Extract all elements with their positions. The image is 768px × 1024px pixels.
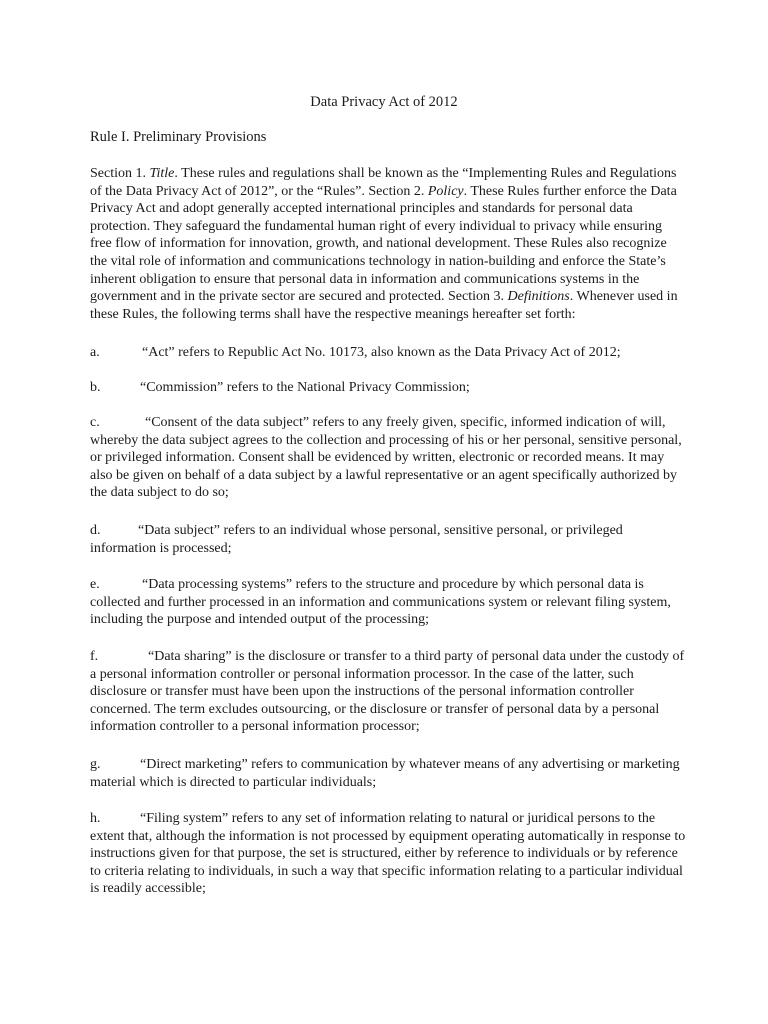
definition-text: “Filing system” refers to any set of information relating to natural or juridical persons to the extent that, although the information is not processed by equipment operating automatically in response to instructions given for that purpose, the set is structured, either by reference to individuals or by reference to criteria relating to individuals, in such a way that specific information relating to a particular individual is readily accessible; <box>90 811 686 897</box>
definition-item <box>90 576 686 629</box>
section-1-label: Section 1. <box>90 166 150 181</box>
definition-letter: h. <box>90 811 101 826</box>
definition-item <box>90 414 686 502</box>
definition-text: “Data subject” refers to an individual whose personal, sensitive personal, or privileged information is processed; <box>90 523 623 556</box>
definition-letter: b. <box>90 380 101 395</box>
section-1-text: . These rules and regulations shall be known as the “Implementing Rules and Regulations of the Data Privacy Act of 2012”, or the “Rules”. Section 2. <box>90 166 677 199</box>
definition-item <box>90 648 686 736</box>
definition-item <box>90 810 686 898</box>
section-1-title: Title <box>149 166 175 181</box>
definition-letter: c. <box>90 415 100 430</box>
definition-item <box>90 379 686 397</box>
document-title: Data Privacy Act of 2012 <box>310 94 458 110</box>
section-3-text: . Whenever used in these Rules, the following terms shall have the respective meanings hereafter set forth: <box>90 289 678 322</box>
definition-letter: a. <box>90 345 100 360</box>
section-2-text: . These Rules further enforce the Data Privacy Act and adopt generally accepted international principles and standards for personal data protection. They safeguard the fundamental human right of every individual to privacy while ensuring free flow of information for innovation, growth, and national development. These Rules also recognize the vital role of information and communications technology in nation-building and enforce the State’s inherent obligation to ensure that personal data in information and communications systems in the government and in the private sector are secured and protected. Section 3. <box>90 183 677 305</box>
definition-text: “Data sharing” is the disclosure or transfer to a third party of personal data under the custody of a personal information controller or personal information processor. In the case of the latter, such disclosure or transfer must have been upon the instructions of the personal information controller concerned. The term excludes outsourcing, or the disclosure or transfer of personal data by a personal information controller to a personal information processor; <box>90 649 685 735</box>
definition-letter: f. <box>90 649 99 664</box>
definition-letter: g. <box>90 757 101 772</box>
sections-paragraph <box>90 165 686 323</box>
definition-text: “Act” refers to Republic Act No. 10173, also known as the Data Privacy Act of 2012; <box>142 345 621 360</box>
section-2-title: Policy <box>427 183 464 199</box>
definition-letter: e. <box>90 577 100 592</box>
section-3-title: Definitions <box>507 289 570 305</box>
definition-text: “Consent of the data subject” refers to any freely given, specific, informed indication of will, whereby the data subject agrees to the collection and processing of his or her personal, sensitive personal, or privileged information. Consent shall be evidenced by written, electronic or recorded means. It may also be given on behalf of a data subject by a lawful representative or an agent specifically authorized by the data subject to do so; <box>90 415 682 501</box>
definition-text: “Data processing systems” refers to the structure and procedure by which personal data is collected and further processed in an information and communications system or relevant filing system, including the purpose and intended output of the processing; <box>90 577 671 628</box>
definition-item <box>90 522 686 557</box>
definition-item <box>90 344 686 362</box>
definition-letter: d. <box>90 523 101 538</box>
rule-heading: Rule I. Preliminary Provisions <box>90 129 267 145</box>
definition-item <box>90 756 686 791</box>
definition-text: “Commission” refers to the National Privacy Commission; <box>140 380 470 395</box>
definition-text: “Direct marketing” refers to communication by whatever means of any advertising or marketing material which is directed to particular individuals; <box>90 757 680 790</box>
